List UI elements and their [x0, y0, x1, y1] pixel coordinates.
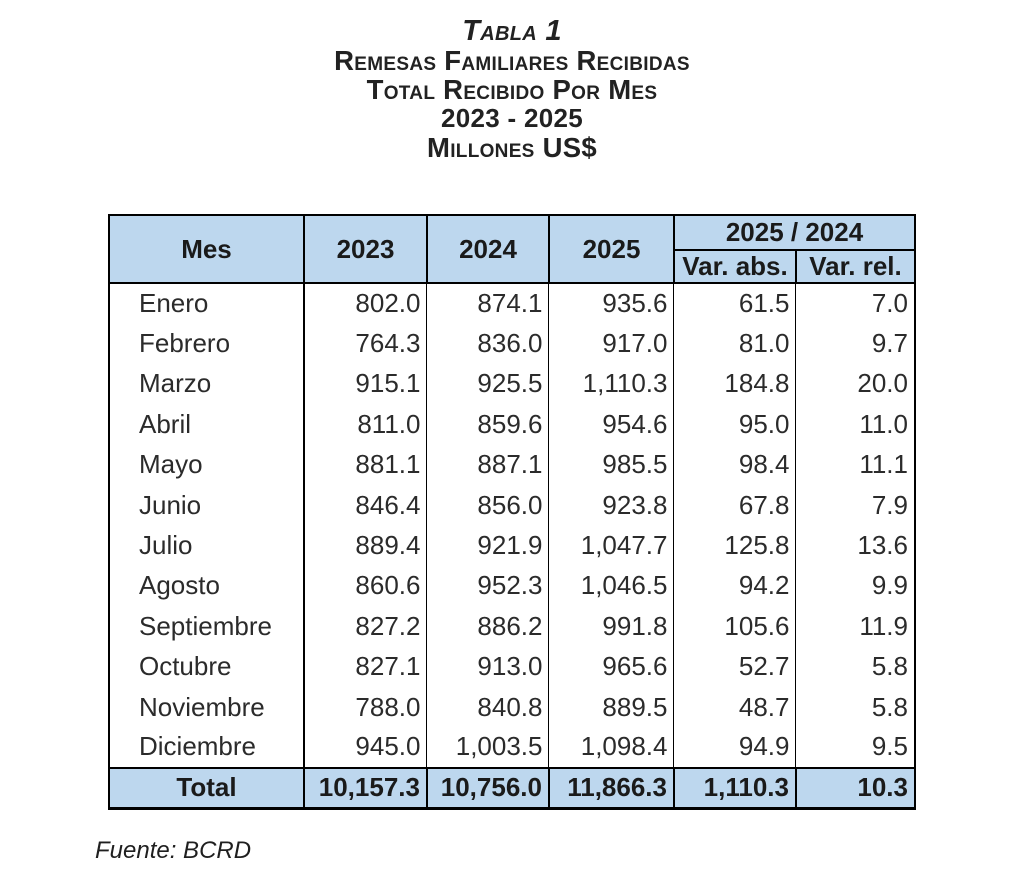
value-2023: 881.1 — [304, 445, 427, 485]
month-cell: Septiembre — [109, 606, 304, 646]
header-var-abs: Var. abs. — [674, 250, 796, 283]
value-var-rel: 7.0 — [796, 283, 915, 323]
total-label: Total — [109, 768, 304, 809]
value-2025: 935.6 — [549, 283, 674, 323]
table-subtitle-total-mes: Total Recibido Por Mes — [366, 74, 658, 105]
month-cell: Octubre — [109, 647, 304, 687]
total-2023: 10,157.3 — [304, 768, 427, 809]
value-var-abs: 61.5 — [674, 283, 796, 323]
value-var-abs: 95.0 — [674, 404, 796, 444]
value-2025: 1,098.4 — [549, 727, 674, 767]
value-var-abs: 125.8 — [674, 525, 796, 565]
source-note: Fuente: BCRD — [95, 837, 252, 865]
value-2024: 952.3 — [427, 566, 549, 606]
value-var-rel: 11.1 — [796, 445, 915, 485]
month-cell: Mayo — [109, 445, 304, 485]
month-cell: Diciembre — [109, 727, 304, 767]
value-var-rel: 5.8 — [796, 647, 915, 687]
value-var-rel: 11.9 — [796, 606, 915, 646]
table-number-title: Tabla 1 — [462, 15, 562, 47]
table-row — [109, 445, 915, 485]
value-2025: 917.0 — [549, 323, 674, 363]
value-2024: 859.6 — [427, 404, 549, 444]
total-var-abs: 1,110.3 — [674, 768, 796, 809]
table-total-row — [109, 768, 915, 809]
value-2025: 889.5 — [549, 687, 674, 727]
value-var-rel: 9.5 — [796, 727, 915, 767]
value-2024: 1,003.5 — [427, 727, 549, 767]
month-cell: Agosto — [109, 566, 304, 606]
value-2023: 846.4 — [304, 485, 427, 525]
value-2024: 856.0 — [427, 485, 549, 525]
value-2023: 764.3 — [304, 323, 427, 363]
value-var-abs: 48.7 — [674, 687, 796, 727]
total-2025: 11,866.3 — [549, 768, 674, 809]
value-2023: 802.0 — [304, 283, 427, 323]
value-2023: 860.6 — [304, 566, 427, 606]
value-var-abs: 81.0 — [674, 323, 796, 363]
header-2024: 2024 — [427, 215, 549, 283]
table-row — [109, 364, 915, 404]
table-row — [109, 647, 915, 687]
month-cell: Febrero — [109, 323, 304, 363]
value-var-rel: 5.8 — [796, 687, 915, 727]
value-var-abs: 67.8 — [674, 485, 796, 525]
total-var-rel: 10.3 — [796, 768, 915, 809]
header-mes: Mes — [109, 215, 304, 283]
header-var-rel: Var. rel. — [796, 250, 915, 283]
table-subtitle-years: 2023 - 2025 — [440, 103, 584, 133]
value-var-abs: 105.6 — [674, 606, 796, 646]
value-var-abs: 184.8 — [674, 364, 796, 404]
value-2024: 874.1 — [427, 283, 549, 323]
table-row — [109, 525, 915, 565]
value-var-rel: 20.0 — [796, 364, 915, 404]
value-2023: 811.0 — [304, 404, 427, 444]
value-2023: 889.4 — [304, 525, 427, 565]
value-var-rel: 7.9 — [796, 485, 915, 525]
table-body — [109, 283, 915, 768]
month-cell: Marzo — [109, 364, 304, 404]
table-row — [109, 687, 915, 727]
month-cell: Noviembre — [109, 687, 304, 727]
value-2023: 915.1 — [304, 364, 427, 404]
value-var-abs: 94.9 — [674, 727, 796, 767]
table-row — [109, 606, 915, 646]
value-2025: 985.5 — [549, 445, 674, 485]
value-2023: 827.2 — [304, 606, 427, 646]
value-2025: 954.6 — [549, 404, 674, 444]
table-row — [109, 323, 915, 363]
value-2024: 925.5 — [427, 364, 549, 404]
value-2023: 945.0 — [304, 727, 427, 767]
value-2025: 1,110.3 — [549, 364, 674, 404]
month-cell: Abril — [109, 404, 304, 444]
value-2024: 836.0 — [427, 323, 549, 363]
table-subtitle-units: Millones US$ — [427, 132, 597, 163]
value-2024: 840.8 — [427, 687, 549, 727]
value-var-abs: 94.2 — [674, 566, 796, 606]
table-row — [109, 404, 915, 444]
value-2025: 1,047.7 — [549, 525, 674, 565]
value-var-abs: 52.7 — [674, 647, 796, 687]
table-row — [109, 566, 915, 606]
value-2025: 923.8 — [549, 485, 674, 525]
month-cell: Julio — [109, 525, 304, 565]
value-var-rel: 9.9 — [796, 566, 915, 606]
value-var-rel: 11.0 — [796, 404, 915, 444]
value-2023: 827.1 — [304, 647, 427, 687]
value-2024: 887.1 — [427, 445, 549, 485]
value-2025: 1,046.5 — [549, 566, 674, 606]
table-row — [109, 283, 915, 323]
header-2025: 2025 — [549, 215, 674, 283]
value-2023: 788.0 — [304, 687, 427, 727]
month-cell: Enero — [109, 283, 304, 323]
value-2024: 886.2 — [427, 606, 549, 646]
value-var-rel: 9.7 — [796, 323, 915, 363]
value-2024: 913.0 — [427, 647, 549, 687]
table-header — [109, 215, 915, 283]
total-2024: 10,756.0 — [427, 768, 549, 809]
value-var-abs: 98.4 — [674, 445, 796, 485]
value-2025: 965.6 — [549, 647, 674, 687]
month-cell: Junio — [109, 485, 304, 525]
title-block — [0, 0, 1024, 162]
value-var-rel: 13.6 — [796, 525, 915, 565]
value-2025: 991.8 — [549, 606, 674, 646]
table-row — [109, 485, 915, 525]
header-group-2025-2024: 2025 / 2024 — [674, 215, 915, 250]
table-subtitle-remesas: Remesas Familiares Recibidas — [334, 45, 690, 76]
value-2024: 921.9 — [427, 525, 549, 565]
header-2023: 2023 — [304, 215, 427, 283]
table-row — [109, 727, 915, 767]
remittances-table — [108, 214, 916, 810]
